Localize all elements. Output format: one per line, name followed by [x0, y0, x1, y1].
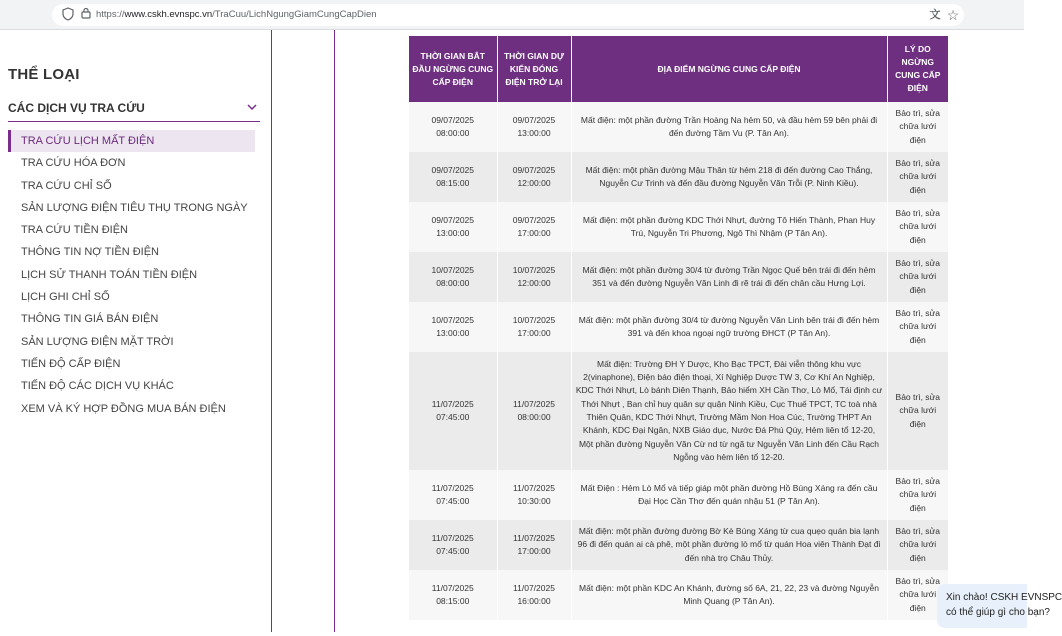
cell-start-text: 07:45:00	[436, 412, 470, 422]
cell-reason	[887, 520, 948, 570]
table-row	[409, 570, 948, 620]
table-row	[409, 252, 948, 302]
cell-start	[409, 102, 497, 152]
cell-start-text: 11/07/2025	[431, 482, 474, 493]
cell-start-text: 08:15:00	[436, 178, 470, 188]
table-row	[409, 102, 948, 152]
cell-start-text: 07:45:00	[436, 496, 470, 506]
cell-end-text: 09/07/2025	[512, 214, 556, 225]
header-reason: LÝ DO NGỪNG CUNG CẤP ĐIỆN	[887, 36, 948, 102]
cell-reason-text: Bảo trì, sửa chữa lưới điện	[895, 108, 940, 145]
chat-line-1: Xin chào! CSKH EVNSPC	[946, 592, 1062, 603]
services-section-label: CÁC DỊCH VỤ TRA CỨU	[8, 101, 145, 115]
header-location: ĐỊA ĐIỂM NGỪNG CUNG CẤP ĐIỆN	[571, 36, 887, 102]
table-row	[409, 152, 948, 202]
menu-item-other-services-progress[interactable]: TIẾN ĐỘ CÁC DỊCH VỤ KHÁC	[21, 380, 174, 393]
cell-start	[409, 152, 497, 202]
cell-end-text: 12:00:00	[517, 278, 551, 288]
cell-reason-text: Bảo trì, sửa chữa lưới điện	[895, 526, 940, 563]
table-row	[409, 520, 948, 570]
cell-start-text: 08:00:00	[436, 128, 470, 138]
cell-end	[497, 102, 571, 152]
cell-reason	[887, 352, 948, 470]
menu-item-debt-info[interactable]: THÔNG TIN NỢ TIỀN ĐIỆN	[21, 246, 159, 259]
cell-location	[571, 470, 887, 520]
outage-table-container	[409, 36, 948, 636]
cell-end	[497, 302, 571, 352]
cell-reason	[887, 252, 948, 302]
header-end-time: THỜI GIAN DỰ KIẾN ĐÓNG ĐIỆN TRỞ LẠI	[497, 36, 571, 102]
cell-end-text: 11/07/2025	[513, 398, 555, 409]
cell-location-text: Mất điện: một phần đường Mậu Thân từ hẻm 218 đi đến đường Cao Thắng, Nguyễn Cư Trinh và đến đầu đường Nguyễn Văn Trỗi (P. Ninh Kiều).	[585, 164, 873, 188]
table-header-row	[409, 36, 948, 102]
cell-start	[409, 302, 497, 352]
cell-location-text: Mất điện: một phần KDC An Khánh, đường số 6A, 21, 22, 23 và đường Nguyễn Minh Quang (P Tân An).	[579, 582, 879, 606]
cell-end	[497, 520, 571, 570]
cell-start-text: 13:00:00	[436, 328, 470, 338]
cell-end-text: 17:00:00	[517, 328, 551, 338]
cell-reason-text: Bảo trì, sửa chữa lưới điện	[895, 308, 940, 345]
cell-start-text: 09/07/2025	[431, 214, 475, 225]
url-path: /TraCuu/LichNgungGiamCungCapDien	[212, 9, 377, 20]
chevron-down-icon[interactable]	[246, 100, 258, 112]
cell-reason	[887, 102, 948, 152]
cell-start	[409, 352, 497, 470]
cell-end-text: 17:00:00	[517, 228, 551, 238]
cell-location	[571, 302, 887, 352]
services-menu	[8, 130, 255, 420]
cell-reason	[887, 470, 948, 520]
cell-start-text: 08:00:00	[436, 278, 470, 288]
menu-item-price-info[interactable]: THÔNG TIN GIÁ BÁN ĐIỆN	[21, 313, 159, 326]
cell-start-text: 08:15:00	[436, 596, 470, 606]
cell-location-text: Mất Điện : Hẻm Lò Mổ và tiếp giáp một phần đường Hồ Búng Xáng ra đến cầu Đại Học Cần Thơ đến quán nhậu 51 (P Tân An).	[580, 482, 878, 506]
cell-reason-text: Bảo trì, sửa chữa lưới điện	[895, 392, 940, 429]
cell-start-text: 09/07/2025	[431, 164, 475, 175]
cell-reason-text: Bảo trì, sửa chữa lưới điện	[895, 576, 940, 613]
cell-start	[409, 470, 497, 520]
cell-location-text: Mất điện: Trường ĐH Y Dược, Kho Bạc TPCT, Đài viễn thông khu vực 2(vinaphone), Điện báo điện thoại, Xí Nghiệp Dược TW 3, Cơ Khí An Nghiệp, KDC Thới Nhựt, Lò bánh Diên Thạnh, Bảo hiểm XH Cần Thơ, Lò Mổ, Tái định cư Thới Nhựt , Ban chỉ huy quân sự quận Ninh Kiều, Cục Thuế TPCT, TC toà nhà Thiên Quân, KDC Thới Nhựt, Trường Mầm Non Hoa Cúc, Trường THPT An Khánh, KDC Đại Ngân, NXB Giáo dục, Nước Đá Phú Qúy, Hẻm liên tổ 12-20, Một phần đường Nguyễn Văn Cừ nd từ ngã tư Nguyễn Văn Linh đến Cầu Rạch Ngỗng vào hẻm liên tổ 12-20.	[575, 358, 883, 462]
cell-end-text: 11/07/2025	[513, 532, 555, 543]
translate-icon[interactable]: 文	[929, 9, 941, 21]
cell-end-text: 13:00:00	[517, 128, 551, 138]
cell-start-text: 07:45:00	[436, 546, 470, 556]
content-divider	[334, 30, 335, 632]
header-start-time: THỜI GIAN BẮT ĐẦU NGỪNG CUNG CẤP ĐIỆN	[409, 36, 497, 102]
cell-start-text: 09/07/2025	[431, 114, 475, 125]
cell-end-text: 09/07/2025	[512, 114, 556, 125]
menu-item-daily-consumption[interactable]: SẢN LƯỢNG ĐIỆN TIÊU THỤ TRONG NGÀY	[21, 201, 248, 214]
cell-reason	[887, 202, 948, 252]
chat-greeting-bubble[interactable]	[937, 584, 1062, 628]
cell-location-text: Mất điện: một phần đường 30/4 từ đường Trần Ngọc Quế bên trái đi đến hẻm 351 và đến đường Nguyễn Văn Linh đi rẽ trái đi đến chân cầu Hưng Lợi.	[582, 264, 876, 288]
cell-location-text: Mất điện: một phần đường đường Bờ Kè Búng Xáng từ cua quẹo quán bia lạnh 96 đi đến quán ai cà phê, một phần đường lò mổ từ quán Hoa viên Thành Đạt đi đến nhà trọ Châu Thủy.	[577, 526, 881, 563]
sidebar-title: THỂ LOẠI	[8, 66, 80, 83]
cell-end-text: 10/07/2025	[512, 264, 556, 275]
cell-end-text: 11/07/2025	[513, 582, 555, 593]
cell-reason	[887, 302, 948, 352]
menu-item-solar-output[interactable]: SẢN LƯỢNG ĐIỆN MẶT TRỜI	[21, 335, 174, 348]
cell-start-text: 10/07/2025	[431, 314, 475, 325]
category-sidebar	[0, 30, 272, 632]
cell-reason-text: Bảo trì, sửa chữa lưới điện	[895, 208, 940, 245]
cell-start	[409, 252, 497, 302]
cell-end-text: 12:00:00	[517, 178, 551, 188]
cell-start	[409, 202, 497, 252]
cell-end-text: 09/07/2025	[512, 164, 556, 175]
cell-location	[571, 570, 887, 620]
url-text[interactable]	[96, 9, 377, 20]
cell-end	[497, 152, 571, 202]
cell-reason	[887, 152, 948, 202]
cell-start	[409, 570, 497, 620]
cell-location	[571, 352, 887, 470]
cell-reason-text: Bảo trì, sửa chữa lưới điện	[895, 158, 940, 195]
menu-item-electricity-bill[interactable]: TRA CỨU TIỀN ĐIỆN	[21, 224, 128, 237]
menu-item-invoice[interactable]: TRA CỨU HÓA ĐƠN	[21, 157, 126, 170]
cell-end	[497, 202, 571, 252]
menu-item-meter-index[interactable]: TRA CỨU CHỈ SỐ	[21, 179, 112, 192]
cell-start-text: 10/07/2025	[431, 264, 475, 275]
cell-start-text: 11/07/2025	[431, 582, 474, 593]
cell-location-text: Mất điện: một phần đường KDC Thới Nhựt, đường Tô Hiến Thành, Phan Huy Trú, Nguyễn Tri Phương, Ngô Thì Nhậm (P Tân An).	[582, 214, 876, 238]
menu-item-outage-schedule[interactable]: TRA CỨU LỊCH MẤT ĐIỆN	[8, 130, 255, 152]
url-prefix: https://	[96, 9, 125, 20]
cell-location	[571, 252, 887, 302]
chat-line-2: có thể giúp gì cho bạn?	[946, 607, 1050, 618]
cell-end-text: 10/07/2025	[512, 314, 556, 325]
cell-reason-text: Bảo trì, sửa chữa lưới điện	[895, 476, 940, 513]
cell-reason-text: Bảo trì, sửa chữa lưới điện	[895, 258, 940, 295]
cell-location	[571, 102, 887, 152]
table-row	[409, 302, 948, 352]
cell-end-text: 11/07/2025	[513, 482, 555, 493]
cell-start	[409, 520, 497, 570]
lock-icon[interactable]	[78, 7, 94, 23]
url-host: www.cskh.evnspc.vn	[124, 9, 213, 20]
table-row	[409, 352, 948, 470]
cell-start-text: 13:00:00	[436, 228, 470, 238]
cell-end-text: 17:00:00	[517, 546, 551, 556]
services-section-header[interactable]	[8, 92, 260, 122]
cell-end-text: 10:30:00	[517, 496, 551, 506]
cell-location	[571, 202, 887, 252]
cell-end	[497, 352, 571, 470]
outage-schedule-table	[409, 36, 948, 620]
cell-end	[497, 252, 571, 302]
menu-item-sign-contract[interactable]: XEM VÀ KÝ HỢP ĐỒNG MUA BÁN ĐIỆN	[21, 402, 226, 415]
menu-item-payment-history[interactable]: LỊCH SỬ THANH TOÁN TIỀN ĐIỆN	[21, 268, 198, 281]
cell-end-text: 16:00:00	[517, 596, 551, 606]
cell-start-text: 11/07/2025	[431, 398, 474, 409]
cell-location	[571, 152, 887, 202]
browser-toolbar	[0, 0, 1024, 30]
cell-end	[497, 470, 571, 520]
cell-location	[571, 520, 887, 570]
shield-icon[interactable]	[60, 7, 76, 23]
cell-location-text: Mất điện: một phần đường Trần Hoàng Na hẻm 50, và đầu hẻm 59 bên phải đi đến đường Tầm Vu (P. Tân An).	[580, 114, 878, 138]
cell-end	[497, 570, 571, 620]
cell-start-text: 11/07/2025	[431, 532, 474, 543]
table-row	[409, 202, 948, 252]
menu-item-connection-progress[interactable]: TIẾN ĐỘ CẤP ĐIỆN	[21, 357, 121, 370]
cell-location-text: Mất điện: một phần đường 30/4 từ đường Nguyễn Văn Linh bên trái đi đến hẻm 391 và đến khoa ngoại ngữ trường ĐHCT (P Tân An).	[578, 314, 880, 338]
star-bookmark-icon[interactable]: ☆	[946, 7, 960, 23]
table-row	[409, 470, 948, 520]
menu-item-reading-schedule[interactable]: LỊCH GHI CHỈ SỐ	[21, 291, 110, 304]
cell-end-text: 08:00:00	[517, 412, 551, 422]
